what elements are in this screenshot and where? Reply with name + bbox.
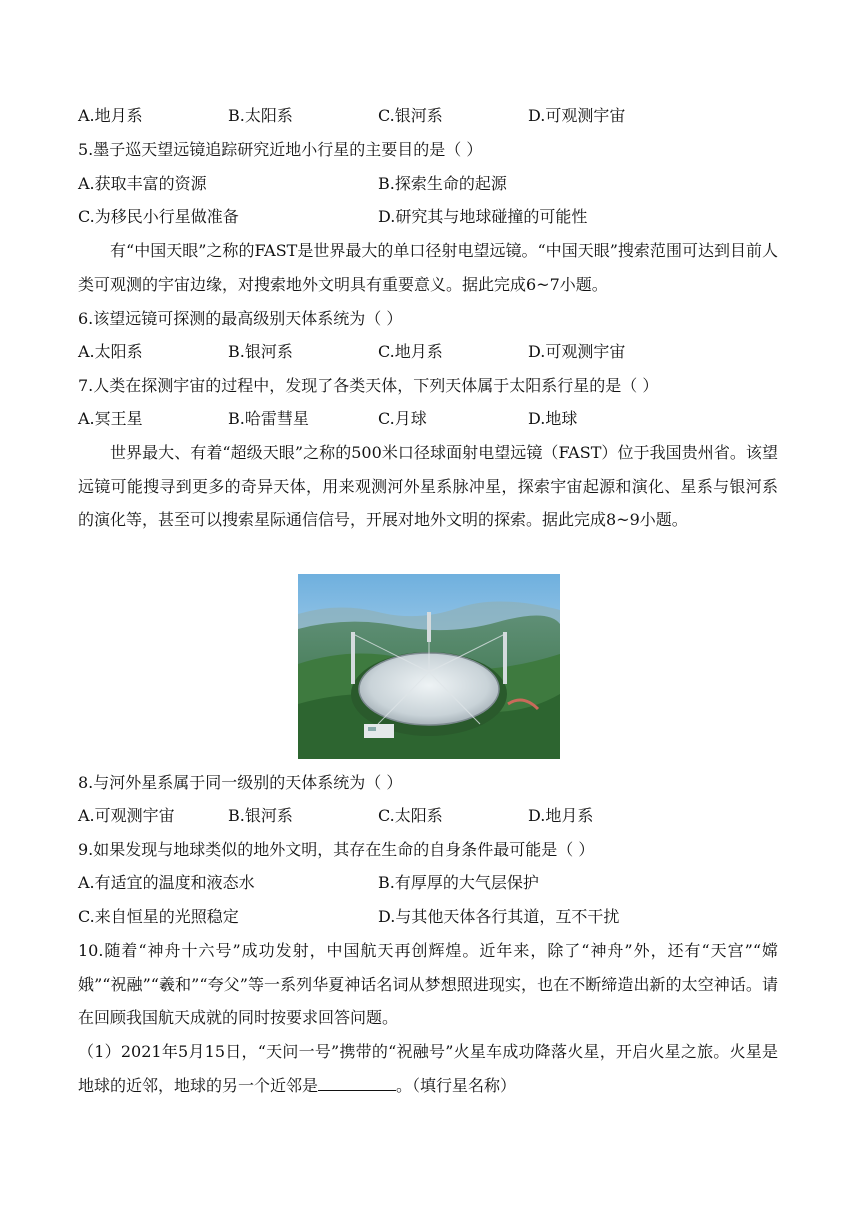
q4-option-b: B.太阳系 <box>228 106 293 125</box>
q4-option-c: C.银河系 <box>378 106 443 125</box>
q9-option-a: A.有适宜的温度和液态水 <box>78 873 255 892</box>
answer-blank[interactable] <box>318 1076 396 1091</box>
q4-option-d: D.可观测宇宙 <box>528 106 626 125</box>
q8-option-b: B.银河系 <box>228 806 293 825</box>
q7-option-d: D.地球 <box>528 409 578 428</box>
q5-option-b: B.探索生命的起源 <box>378 174 507 193</box>
q6-option-a: A.太阳系 <box>78 342 143 361</box>
q6-option-b: B.银河系 <box>228 342 293 361</box>
q8-stem: 8.与河外星系属于同一级别的天体系统为（ ） <box>78 773 403 792</box>
passage-fast-2: 世界最大、有着“超级天眼”之称的500米口径球面射电望远镜（FAST）位于我国贵州省。该望远镜可能搜寻到更多的奇异天体，用来观测河外星系脉冲星，探索宇宙起源和演化、星系与银河系的演化等，甚至可以搜索星际通信信号，开展对地外文明的探索。据此完成8~9小题。 <box>78 443 778 529</box>
q10-sub1-text: （1）2021年5月15日，“天问一号”携带的“祝融号”火星车成功降落火星，开启火星之旅。火星是地球的近邻，地球的另一个近邻是 <box>78 1042 778 1095</box>
q6-option-c: C.地月系 <box>378 342 443 361</box>
q10-sub1 <box>78 1035 778 1102</box>
q6-stem: 6.该望远镜可探测的最高级别天体系统为（ ） <box>78 309 403 328</box>
q7-stem: 7.人类在探测宇宙的过程中，发现了各类天体，下列天体属于太阳系行星的是（ ） <box>78 376 659 395</box>
q4-option-a: A.地月系 <box>78 106 143 125</box>
q7-option-a: A.冥王星 <box>78 409 143 428</box>
q9-option-b: B.有厚厚的大气层保护 <box>378 873 539 892</box>
q9-option-d: D.与其他天体各行其道，互不干扰 <box>378 907 620 926</box>
q8-option-a: A.可观测宇宙 <box>78 806 175 825</box>
q9-option-c: C.来自恒星的光照稳定 <box>78 907 239 926</box>
passage-fast-1: 有“中国天眼”之称的FAST是世界最大的单口径射电望远镜。“中国天眼”搜索范围可达到目前人类可观测的宇宙边缘，对搜索地外文明具有重要意义。据此完成6~7小题。 <box>78 241 778 294</box>
fast-telescope-photo <box>298 574 560 759</box>
q8-option-c: C.太阳系 <box>378 806 443 825</box>
q5-option-a: A.获取丰富的资源 <box>78 174 207 193</box>
q8-option-d: D.地月系 <box>528 806 594 825</box>
q5-option-d: D.研究其与地球碰撞的可能性 <box>378 207 588 226</box>
q5-stem: 5.墨子巡天望远镜追踪研究近地小行星的主要目的是（ ） <box>78 140 483 159</box>
q7-option-b: B.哈雷彗星 <box>228 409 309 428</box>
q10-sub1-hint: 。（填行星名称） <box>396 1075 517 1095</box>
q10-stem: 10.随着“神舟十六号”成功发射，中国航天再创辉煌。近年来，除了“神舟”外，还有“天宫”“嫦娥”“祝融”“羲和”“夸父”等一系列华夏神话名词从梦想照进现实，也在不断缔造出新的太空神话。请在回顾我国航天成就的同时按要求回答问题。 <box>78 941 778 1027</box>
q6-option-d: D.可观测宇宙 <box>528 342 626 361</box>
q7-option-c: C.月球 <box>378 409 427 428</box>
q9-stem: 9.如果发现与地球类似的地外文明，其存在生命的自身条件最可能是（ ） <box>78 840 595 859</box>
q5-option-c: C.为移民小行星做准备 <box>78 207 239 226</box>
